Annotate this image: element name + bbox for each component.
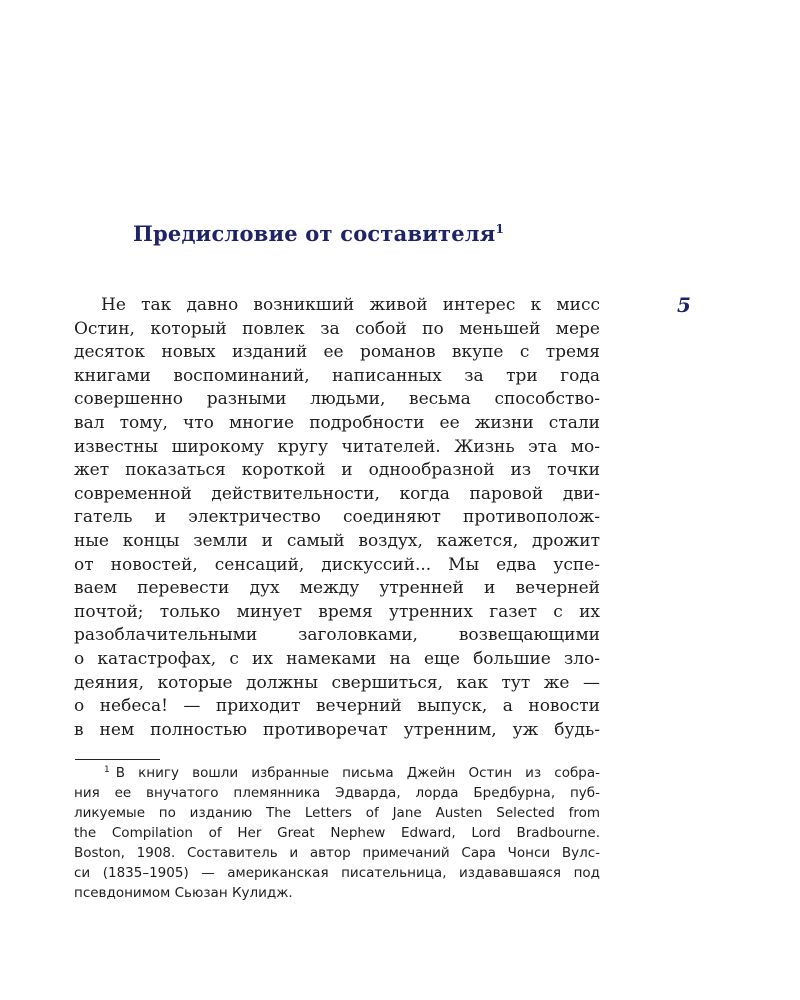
body-line: о катастрофах, с их намеками на еще большие зло-: [74, 648, 600, 669]
footnote-line: псевдонимом Сьюзан Кулидж.: [74, 885, 293, 901]
chapter-heading: [133, 221, 504, 246]
chapter-title: Предисловие от составителя: [133, 221, 496, 246]
body-line: почтой; только минует время утренних газет с их: [74, 601, 600, 622]
footnote-line-text: В книгу вошли избранные письма Джейн Остин из собра-: [115, 765, 600, 781]
footnote-divider: [75, 759, 160, 760]
footnote-line: [74, 763, 600, 783]
footnote-line: Boston, 1908. Составитель и автор примечаний Сара Чонси Вулс-: [74, 845, 600, 861]
body-line: Не так давно возникший живой интерес к мисс: [101, 295, 600, 315]
body-line: Остин, который повлек за собой по меньшей мере: [74, 318, 600, 339]
body-paragraph: [74, 294, 600, 742]
body-line: вал тому, что многие подробности ее жизни стали: [74, 412, 600, 433]
body-line: ваем перевести дух между утренней и вечерней: [74, 578, 600, 599]
body-line: известны широкому кругу читателей. Жизнь эта мо-: [74, 436, 600, 457]
body-line: о небеса! — приходит вечерний выпуск, а новости: [74, 696, 600, 717]
footnote-line: ликуемые по изданию The Letters of Jane Austen Selected from: [74, 805, 600, 821]
body-line: современной действительности, когда паровой дви-: [74, 483, 600, 504]
heading-footnote-marker[interactable]: 1: [495, 222, 505, 236]
body-line: книгами воспоминаний, написанных за три года: [74, 365, 600, 386]
page-number: 5: [677, 293, 691, 317]
footnote-line: си (1835–1905) — американская писательница, издававшаяся под: [74, 865, 600, 881]
footnote-line: the Compilation of Her Great Nephew Edward, Lord Bradbourne.: [74, 825, 600, 841]
body-line: ные концы земли и самый воздух, кажется, дрожит: [74, 530, 600, 551]
footnote: [74, 763, 600, 903]
body-line: гатель и электричество соединяют противополож-: [74, 507, 600, 528]
body-line: жет показаться короткой и однообразной из точки: [74, 460, 600, 481]
body-line: совершенно разными людьми, весьма способство-: [74, 389, 600, 410]
body-line: разоблачительными заголовками, возвещающими: [74, 625, 600, 646]
footnote-marker: 1: [104, 764, 110, 775]
body-line: в нем полностью противоречат утренним, уж будь-: [74, 719, 600, 740]
footnote-line: ния ее внучатого племянника Эдварда, лорда Бредбурна, пуб-: [74, 785, 600, 801]
body-line: десяток новых изданий ее романов вкупе с тремя: [74, 342, 600, 363]
body-line: от новостей, сенсаций, дискуссий... Мы едва успе-: [74, 554, 600, 575]
body-line: деяния, которые должны свершиться, как тут же —: [74, 672, 600, 693]
